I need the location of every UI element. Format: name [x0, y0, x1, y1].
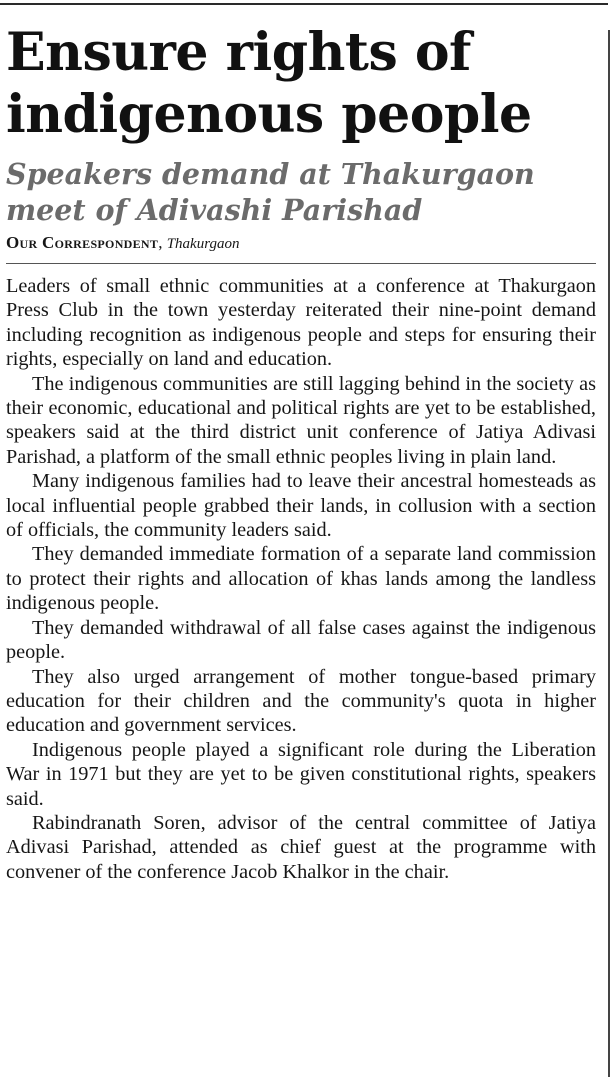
top-rule: [0, 3, 608, 5]
byline-name: Our Correspondent: [6, 233, 159, 252]
paragraph: The indigenous communities are still lagging behind in the society as their economic, educational and political rights are yet to be established, speakers said at the third district unit conference of Jatiya Adivasi Parishad, a platform of the small ethnic peoples living in plain land.: [6, 372, 596, 468]
news-article: [6, 22, 596, 884]
article-body: [6, 274, 596, 884]
paragraph: Leaders of small ethnic communities at a conference at Thakurgaon Press Club in the town yesterday reiterated their nine-point demand including recognition as indigenous people and steps for ensuring their rights, especially on land and education.: [6, 275, 596, 371]
paragraph: Indigenous people played a significant role during the Liberation War in 1971 but they are yet to be given constitutional rights, speakers said.: [6, 738, 596, 810]
headline: Ensure rights of indigenous people: [6, 22, 532, 145]
byline-place: Thakurgaon: [166, 236, 240, 252]
paragraph: Many indigenous families had to leave their ancestral homesteads as local influential people grabbed their lands, in collusion with a section of officials, the community leaders said.: [6, 470, 596, 542]
paragraph: Rabindranath Soren, advisor of the central committee of Jatiya Adivasi Parishad, attended as chief guest at the programme with convener of the conference Jacob Khalkor in the chair.: [6, 811, 596, 883]
byline-divider: [6, 263, 596, 264]
byline: [6, 232, 596, 255]
paragraph: They demanded withdrawal of all false cases against the indigenous people.: [6, 616, 596, 664]
paragraph: They demanded immediate formation of a separate land commission to protect their rights and allocation of khas lands among the landless indigenous people.: [6, 543, 596, 615]
byline-separator: ,: [158, 233, 163, 252]
subheadline: Speakers demand at Thakurgaon meet of Adivashi Parishad: [6, 157, 535, 227]
paragraph: They also urged arrangement of mother tongue-based primary education for their children and the community's quota in higher education and government services.: [6, 665, 596, 737]
